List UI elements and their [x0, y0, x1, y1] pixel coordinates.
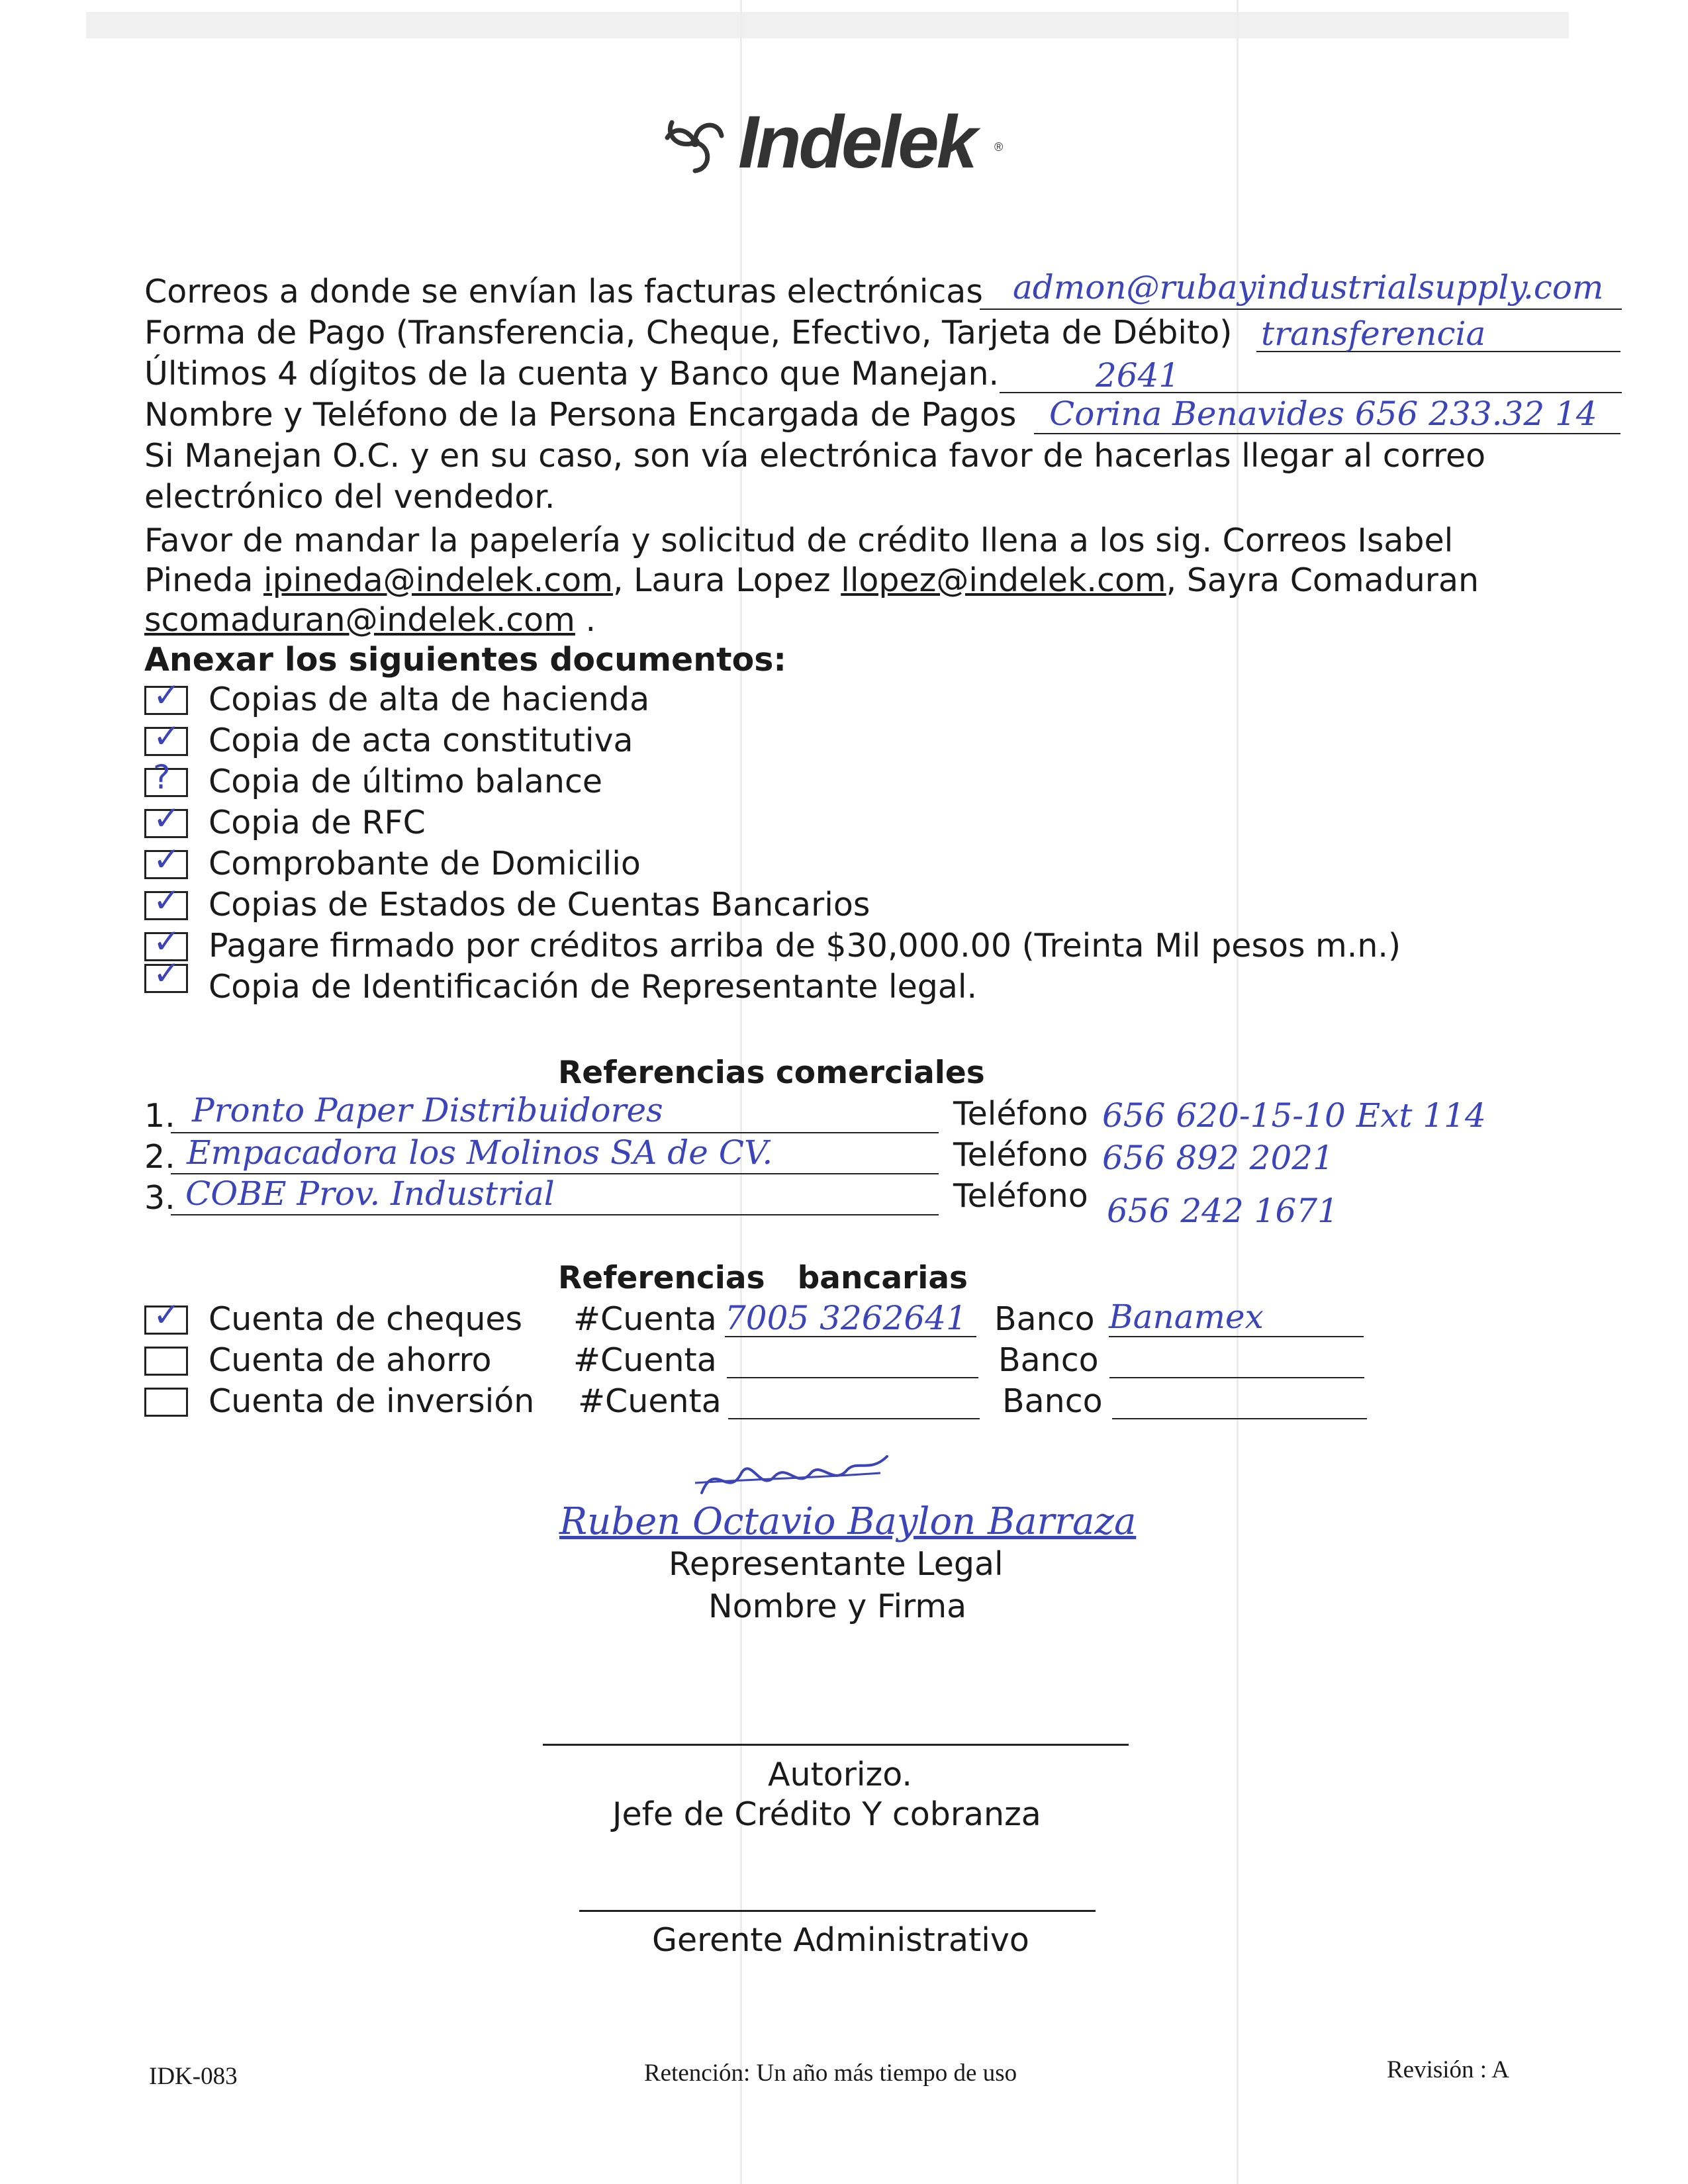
payments-contact-underline [1034, 433, 1620, 434]
ref-number: 2. [144, 1138, 175, 1176]
attachment-label: Copia de Identificación de Representante legal. [209, 968, 978, 1006]
authorization-signature-line[interactable] [543, 1744, 1129, 1746]
attachment-label: Copia de acta constitutiva [209, 722, 633, 759]
phone-label: Teléfono [953, 1136, 1088, 1174]
scan-fold-line [1237, 0, 1239, 2184]
check-mark-icon: ✓ [153, 881, 181, 920]
bank-account-checkbox[interactable] [144, 1296, 188, 1335]
signer-subtitle: Nombre y Firma [708, 1588, 967, 1625]
attachment-label: Copia de último balance [209, 763, 603, 800]
account-underline [727, 1377, 978, 1378]
check-mark-icon: ✓ [153, 676, 181, 714]
email-link-scomaduran[interactable]: scomaduran@indelek.com [144, 601, 575, 639]
attachment-checkbox[interactable] [144, 717, 188, 756]
check-mark-icon: ✓ [153, 1296, 181, 1334]
ref-name: Pronto Paper Distribuidores [192, 1091, 663, 1129]
bank-label: Banco [1002, 1382, 1103, 1420]
invoice-emails-underline [980, 309, 1622, 310]
account-label: #Cuenta [573, 1341, 717, 1379]
attachment-checkbox[interactable] [144, 840, 188, 879]
email-link-llopez[interactable]: llopez@indelek.com [841, 561, 1166, 599]
attachments-title: Anexar los siguientes documentos: [144, 641, 787, 679]
bank-account-type: Cuenta de ahorro [209, 1341, 492, 1379]
attachment-checkbox[interactable] [144, 676, 188, 715]
attachment-label: Pagare firmado por créditos arriba de $30,000.00 (Treinta Mil pesos m.n.) [209, 927, 1401, 965]
bank-refs-title: Referencias bancarias [558, 1260, 968, 1296]
contact-name-sayra: , Sayra Comaduran [1166, 561, 1479, 599]
signer-role: Representante Legal [669, 1545, 1004, 1583]
invoice-emails-value: admon@rubayindustrialsupply.com [1013, 268, 1604, 307]
account-digits-underline [1000, 392, 1622, 393]
send-instruction-line2 [144, 560, 1479, 601]
bank-label: Banco [998, 1341, 1099, 1379]
bank-label: Banco [994, 1300, 1095, 1338]
commercial-refs-title: Referencias comerciales [558, 1055, 985, 1091]
bank-account-checkbox[interactable] [144, 1388, 188, 1417]
contact-name-laura: , Laura Lopez [612, 561, 831, 599]
phone-label: Teléfono [953, 1095, 1088, 1133]
signer-name: Ruben Octavio Baylon Barraza [559, 1500, 1137, 1543]
ref-number: 1. [144, 1097, 175, 1135]
attachment-label: Copia de RFC [209, 804, 426, 841]
check-mark-icon: ✓ [153, 954, 181, 992]
bank-account-type: Cuenta de cheques [209, 1300, 523, 1338]
bank-underline [1109, 1336, 1364, 1337]
attachment-checkbox[interactable] [144, 881, 188, 920]
contact-name-pineda: Pineda [144, 561, 254, 599]
attachment-checkbox[interactable] [144, 954, 188, 993]
invoice-emails-label: Correos a donde se envían las facturas electrónicas [144, 273, 983, 310]
bank-underline [1112, 1418, 1367, 1419]
account-underline [728, 1418, 980, 1419]
attachment-checkbox[interactable] [144, 799, 188, 838]
send-instruction-line1: Favor de mandar la papelería y solicitud de crédito llena a los sig. Correos Isabel [144, 522, 1454, 559]
retention-note: Retención: Un año más tiempo de uso [644, 2060, 1017, 2087]
revision-label: Revisión : A [1387, 2056, 1510, 2083]
scan-top-strip [86, 12, 1569, 38]
credit-manager-label: Jefe de Crédito Y cobranza [612, 1795, 1041, 1833]
swirl-logo-icon [655, 106, 735, 179]
ref-name: COBE Prov. Industrial [185, 1174, 555, 1213]
ref-phone: 656 892 2021 [1102, 1139, 1334, 1177]
ref-phone: 656 620-15-10 Ext 114 [1102, 1096, 1486, 1135]
question-mark-icon: ? [153, 758, 171, 796]
attachment-checkbox[interactable] [144, 758, 188, 797]
payments-contact-value: Corina Benavides 656 233.32 14 [1049, 395, 1597, 433]
po-instruction-line2: electrónico del vendedor. [144, 478, 555, 516]
registered-mark: ® [994, 140, 1004, 154]
bank-name: Banamex [1109, 1298, 1264, 1336]
attachment-label: Copias de Estados de Cuentas Bancarios [209, 886, 870, 924]
ref-name: Empacadora los Molinos SA de CV. [187, 1133, 773, 1172]
ref-name-underline [171, 1214, 939, 1215]
payment-method-label: Forma de Pago (Transferencia, Cheque, Efectivo, Tarjeta de Débito) [144, 314, 1233, 352]
account-digits-value: 2641 [1096, 356, 1180, 395]
payment-method-value: transferencia [1261, 314, 1486, 353]
po-instruction-line1: Si Manejan O.C. y en su caso, son vía electrónica favor de hacerlas llegar al correo [144, 437, 1486, 475]
account-label: #Cuenta [573, 1300, 717, 1338]
bank-account-checkbox[interactable] [144, 1347, 188, 1376]
attachment-label: Comprobante de Domicilio [209, 845, 641, 882]
account-number: 7005 3262641 [725, 1299, 967, 1337]
check-mark-icon: ✓ [153, 799, 181, 837]
ref-phone: 656 242 1671 [1107, 1192, 1338, 1230]
form-code: IDK-083 [149, 2063, 238, 2090]
ref-number: 3. [144, 1179, 175, 1217]
account-label: #Cuenta [578, 1382, 722, 1420]
manager-label: Gerente Administrativo [652, 1921, 1029, 1959]
send-instruction-line3 [144, 600, 596, 641]
sentence-end: . [575, 601, 596, 639]
brand-wordmark: Indelek [738, 101, 975, 183]
check-mark-icon: ✓ [153, 922, 181, 961]
payments-contact-label: Nombre y Teléfono de la Persona Encargada de Pagos [144, 396, 1017, 434]
check-mark-icon: ✓ [153, 717, 181, 755]
bank-account-type: Cuenta de inversión [209, 1382, 535, 1420]
account-digits-label: Últimos 4 dígitos de la cuenta y Banco que Manejan. [144, 355, 1000, 393]
attachment-label: Copias de alta de hacienda [209, 681, 650, 718]
check-mark-icon: ✓ [153, 840, 181, 878]
phone-label: Teléfono [953, 1177, 1088, 1215]
manager-signature-line[interactable] [579, 1910, 1096, 1912]
bank-underline [1109, 1377, 1364, 1378]
email-link-ipineda[interactable]: ipineda@indelek.com [263, 561, 613, 599]
authorization-label: Autorizo. [768, 1756, 912, 1793]
